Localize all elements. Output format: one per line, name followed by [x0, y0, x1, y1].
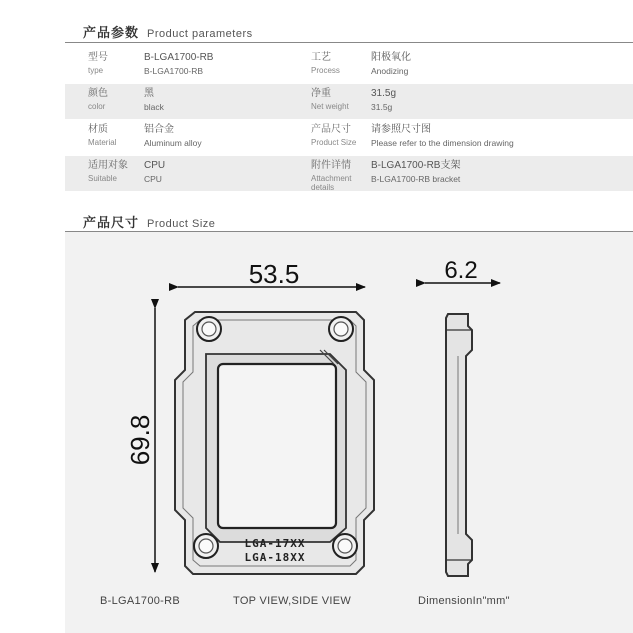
bracket-side-view — [446, 314, 472, 576]
param-label: 型号 type — [88, 52, 108, 75]
params-title-cn: 产品参数 — [83, 25, 140, 40]
param-label: 工艺 Process — [311, 52, 340, 75]
size-title-en: Product Size — [147, 218, 216, 230]
param-value: 31.5g 31.5g — [371, 88, 397, 112]
engraving-line-2: LGA-18XX — [244, 551, 306, 564]
param-value: 阳极氧化 Anodizing — [371, 52, 411, 76]
bracket-top-view — [175, 312, 374, 574]
bracket-window — [218, 364, 336, 528]
width-value: 53.5 — [248, 259, 300, 289]
caption-unit: DimensionIn"mm" — [418, 595, 510, 607]
size-title-cn: 产品尺寸 — [83, 215, 140, 230]
param-value: 请参照尺寸图 Please refer to the dimension drawing — [371, 124, 514, 148]
param-value: CPU CPU — [144, 160, 166, 184]
param-value: B-LGA1700-RB支架 B-LGA1700-RB bracket — [371, 160, 461, 184]
caption-views: TOP VIEW,SIDE VIEW — [233, 595, 352, 607]
param-label: 材质 Material — [88, 124, 117, 147]
thickness-dimension — [425, 257, 500, 284]
param-label: 产品尺寸 Product Size — [311, 124, 357, 147]
params-title-en: Product parameters — [147, 28, 253, 40]
param-label: 适用对象 Suitable — [88, 160, 128, 183]
width-dimension — [178, 259, 365, 289]
param-value: 铝合金 Aluminum alloy — [144, 124, 202, 148]
param-label: 附件详情 Attachment details — [311, 160, 352, 192]
height-dimension — [125, 308, 155, 572]
engraving-line-1: LGA-17XX — [244, 537, 306, 550]
thickness-value: 6.2 — [444, 257, 478, 284]
caption-model: B-LGA1700-RB — [100, 595, 181, 607]
param-value: B-LGA1700-RB B-LGA1700-RB — [144, 52, 214, 76]
param-value: 黑 black — [144, 88, 164, 112]
param-label: 净重 Net weight — [311, 88, 349, 111]
height-value: 69.8 — [125, 414, 155, 466]
param-label: 颜色 color — [88, 88, 108, 111]
